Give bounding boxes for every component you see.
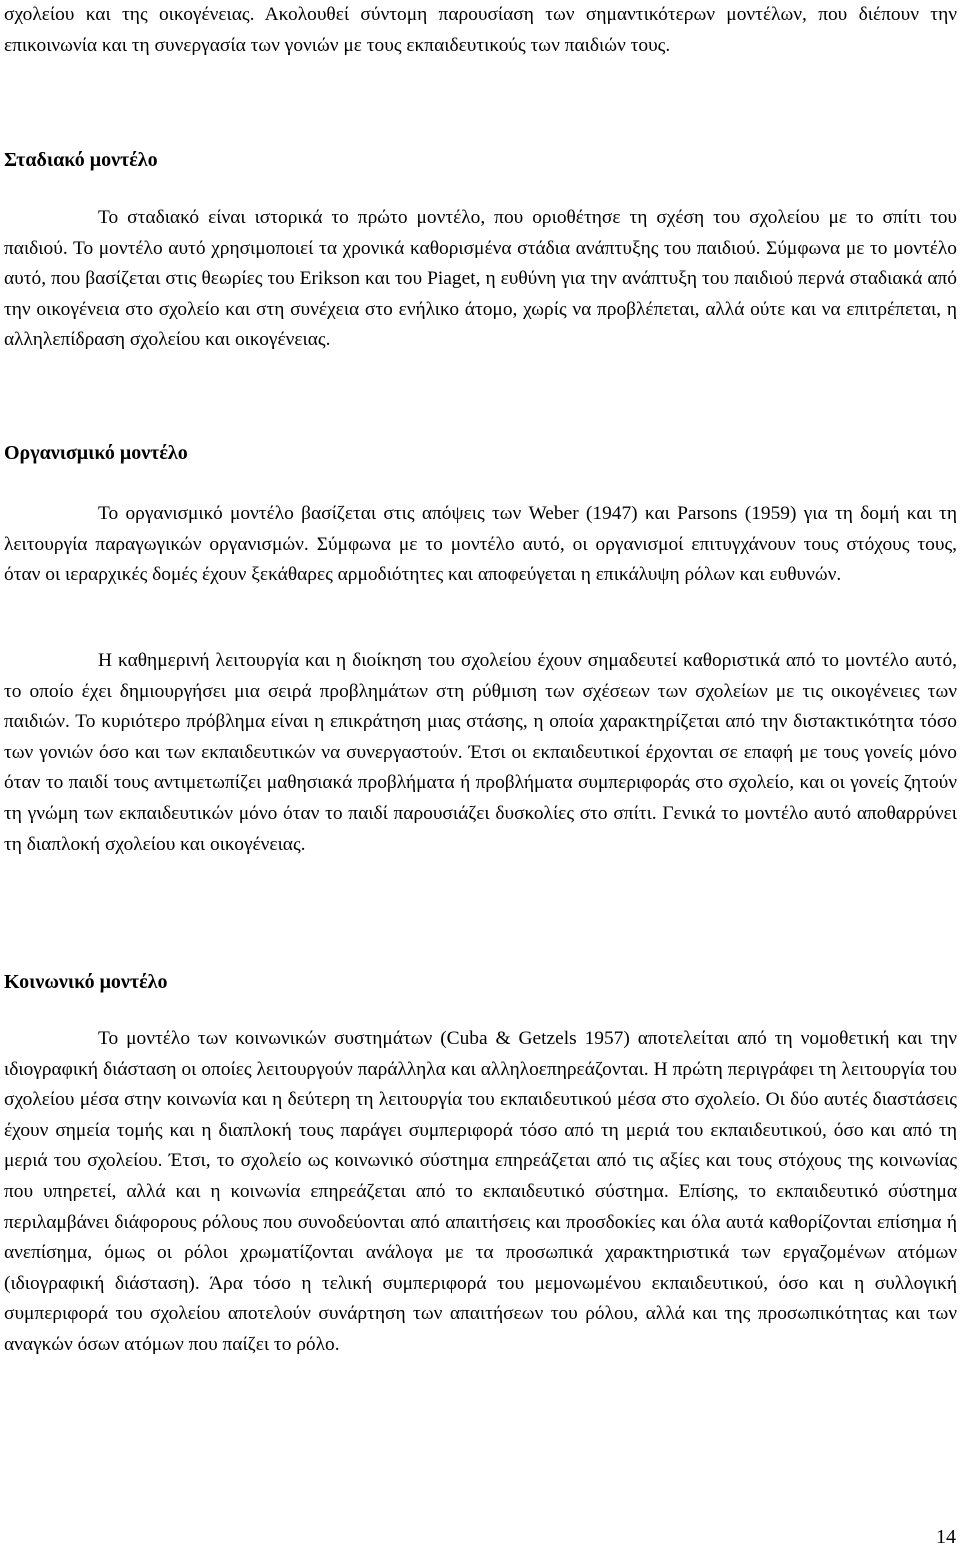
organismic-model-paragraph-1: Το οργανισμικό μοντέλο βασίζεται στις απόψεις των Weber (1947) και Parsons (1959) για τη δομή και τη λειτουργία παραγωγικών οργανισμών. Σύμφωνα με το μοντέλο αυτό, οι οργανισμοί επιτυγχάνουν τους στόχους τους, όταν οι ιεραρχικές δομές έχουν ξεκάθαρες αρμοδιότητες και αποφεύγεται η επικάλυψη ρόλων και ευθυνών. <box>4 503 957 586</box>
organismic-model-paragraph-2: Η καθημερινή λειτουργία και η διοίκηση του σχολείου έχουν σημαδευτεί καθοριστικά από το μοντέλο αυτό, το οποίο έχει δημιουργήσει μια σειρά προβλημάτων στη ρύθμιση των σχέσεων των σχολείων με τις οικογένειες των παιδιών. Το κυριότερο πρόβλημα είναι η επικράτηση μιας στάσης, η οποία χαρακτηρίζεται από την διστακτικότητα τόσο των γονιών όσο και των εκπαιδευτικών να συνεργαστούν. Έτσι οι εκπαιδευτικοί έρχονται σε επαφή με τους γονείς μόνο όταν το παιδί τους αντιμετωπίζει μαθησιακά προβλήματα ή προβλήματα συμπεριφοράς στο σχολείο, και οι γονείς ζητούν τη γνώμη των εκπαιδευτικών μόνο όταν το παιδί παρουσιάζει δυσκολίες στο σπίτι. Γενικά το μοντέλο αυτό αποθαρρύνει τη διαπλοκή σχολείου και οικογένειας. <box>4 650 957 855</box>
section-heading-social-model: Κοινωνικό μοντέλο <box>4 971 168 993</box>
staged-model-paragraph: Το σταδιακό είναι ιστορικά το πρώτο μοντέλο, που οριοθέτησε τη σχέση του σχολείου με το σπίτι του παιδιού. Το μοντέλο αυτό χρησιμοποιεί τα χρονικά καθορισμένα στάδια ανάπτυξης του παιδιού. Σύμφωνα με το μοντέλο αυτό, που βασίζεται στις θεωρίες του Erikson και του Piaget, η ευθύνη για την ανάπτυξη του παιδιού περνά σταδιακά από την οικογένεια στο σχολείο και στη συνέχεια στο ενήλικο άτομο, χωρίς να προβλέπεται, αλλά ούτε και να επιτρέπεται, η αλληλεπίδραση σχολείου και οικογένειας. <box>4 207 957 351</box>
section-heading-organismic-model: Οργανισμικό μοντέλο <box>4 442 188 464</box>
page-number: 14 <box>936 1526 956 1548</box>
social-model-paragraph: Το μοντέλο των κοινωνικών συστημάτων (Cuba & Getzels 1957) αποτελείται από τη νομοθετική και την ιδιογραφική διάσταση οι οποίες λειτουργούν παράλληλα και αλληλοεπηρεάζονται. Η πρώτη περιγράφει τη λειτουργία του σχολείου μέσα στην κοινωνία και η δεύτερη τη λειτουργία του εκπαιδευτικού μέσα στο σχολείο. Οι δύο αυτές διαστάσεις έχουν σημεία τομής και η διαπλοκή τους παράγει συμπεριφορά τόσο από τη μεριά του εκπαιδευτικού, όσο και από τη μεριά του σχολείου. Έτσι, το σχολείο ως κοινωνικό σύστημα επηρεάζεται από τις αξίες και τους στόχους της κοινωνίας που υπηρετεί, αλλά και η κοινωνία επηρεάζεται από το εκπαιδευτικό σύστημα. Επίσης, το εκπαιδευτικό σύστημα περιλαμβάνει διάφορους ρόλους που συνοδεύονται από απαιτήσεις και προσδοκίες και όλα αυτά καθορίζονται επίσημα ή ανεπίσημα, όμως οι ρόλοι χρωματίζονται ανάλογα με τα προσωπικά χαρακτηριστικά των εργαζομένων ατόμων (ιδιογραφική διάσταση). Άρα τόσο η τελική συμπεριφορά του μεμονωμένου εκπαιδευτικού, όσο και η συλλογική συμπεριφορά του σχολείου αποτελούν συνάρτηση των απαιτήσεων του ρόλου, αλλά και της προσωπικότητας και των αναγκών όσων ατόμων που παίζει το ρόλο. <box>4 1028 957 1355</box>
section-heading-staged-model: Σταδιακό μοντέλο <box>4 149 158 171</box>
intro-paragraph: σχολείου και της οικογένειας. Ακολουθεί σύντομη παρουσίαση των σημαντικότερων μοντέλων, που διέπουν την επικοινωνία και τη συνεργασία των γονιών με τους εκπαιδευτικούς των παιδιών τους. <box>4 4 957 56</box>
